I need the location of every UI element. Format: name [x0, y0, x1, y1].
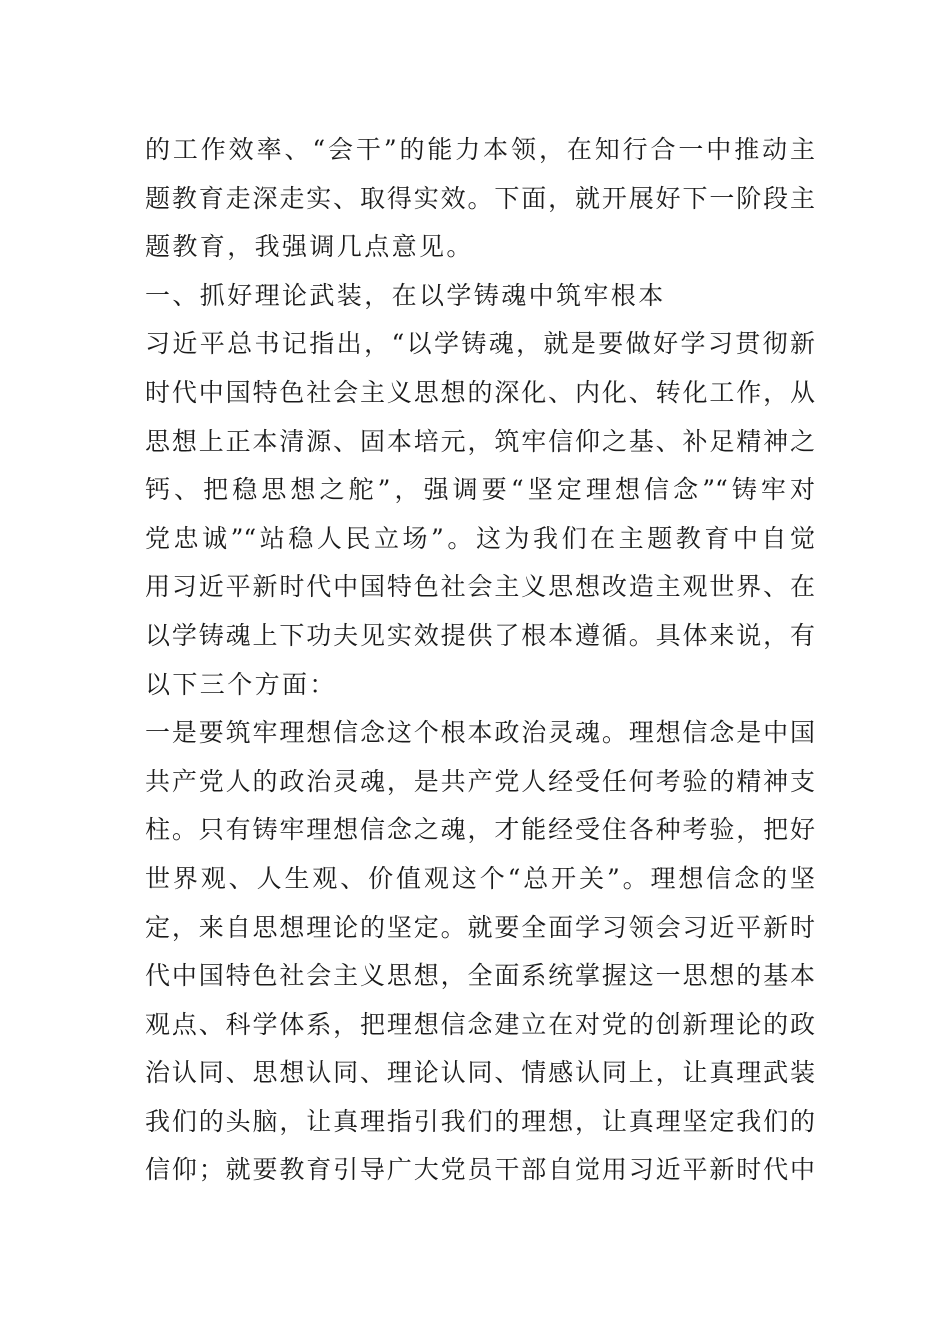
text-line: 以学铸魂上下功夫见实效提供了根本遵循。具体来说，有 — [145, 620, 815, 650]
text-line: 观点、科学体系，把理想信念建立在对党的创新理论的政 — [145, 1009, 815, 1039]
text-line: 代中国特色社会主义思想，全面系统掌握这一思想的基本 — [145, 961, 815, 991]
text-line: 题教育走深走实、取得实效。下面，就开展好下一阶段主 — [145, 183, 815, 213]
text-line: 题教育，我强调几点意见。 — [145, 232, 474, 262]
text-line: 钙、把稳思想之舵”，强调要“坚定理想信念”“铸牢对 — [145, 475, 815, 505]
text-line: 党忠诚”“站稳人民立场”。这为我们在主题教育中自觉 — [145, 523, 815, 553]
text-line: 用习近平新时代中国特色社会主义思想改造主观世界、在 — [145, 572, 815, 602]
text-line: 信仰；就要教育引导广大党员干部自觉用习近平新时代中 — [145, 1155, 815, 1185]
text-line: 世界观、人生观、价值观这个“总开关”。理想信念的坚 — [145, 863, 815, 893]
text-line: 以下三个方面： — [145, 669, 337, 699]
document-body — [145, 126, 815, 1195]
text-line: 思想上正本清源、固本培元，筑牢信仰之基、补足精神之 — [145, 426, 815, 456]
text-line: 治认同、思想认同、理论认同、情感认同上，让真理武装 — [145, 1058, 815, 1088]
text-line: 时代中国特色社会主义思想的深化、内化、转化工作，从 — [145, 377, 815, 407]
text-line: 柱。只有铸牢理想信念之魂，才能经受住各种考验，把好 — [145, 815, 815, 845]
text-line: 一、抓好理论武装，在以学铸魂中筑牢根本 — [145, 280, 666, 310]
text-line: 一是要筑牢理想信念这个根本政治灵魂。理想信念是中国 — [145, 718, 815, 748]
text-line: 习近平总书记指出，“以学铸魂，就是要做好学习贯彻新 — [145, 329, 815, 359]
text-line: 我们的头脑，让真理指引我们的理想，让真理坚定我们的 — [145, 1106, 815, 1136]
text-line: 的工作效率、“会干”的能力本领，在知行合一中推动主 — [145, 135, 815, 164]
text-line: 定，来自思想理论的坚定。就要全面学习领会习近平新时 — [145, 912, 815, 942]
text-line: 共产党人的政治灵魂，是共产党人经受任何考验的精神支 — [145, 766, 815, 796]
